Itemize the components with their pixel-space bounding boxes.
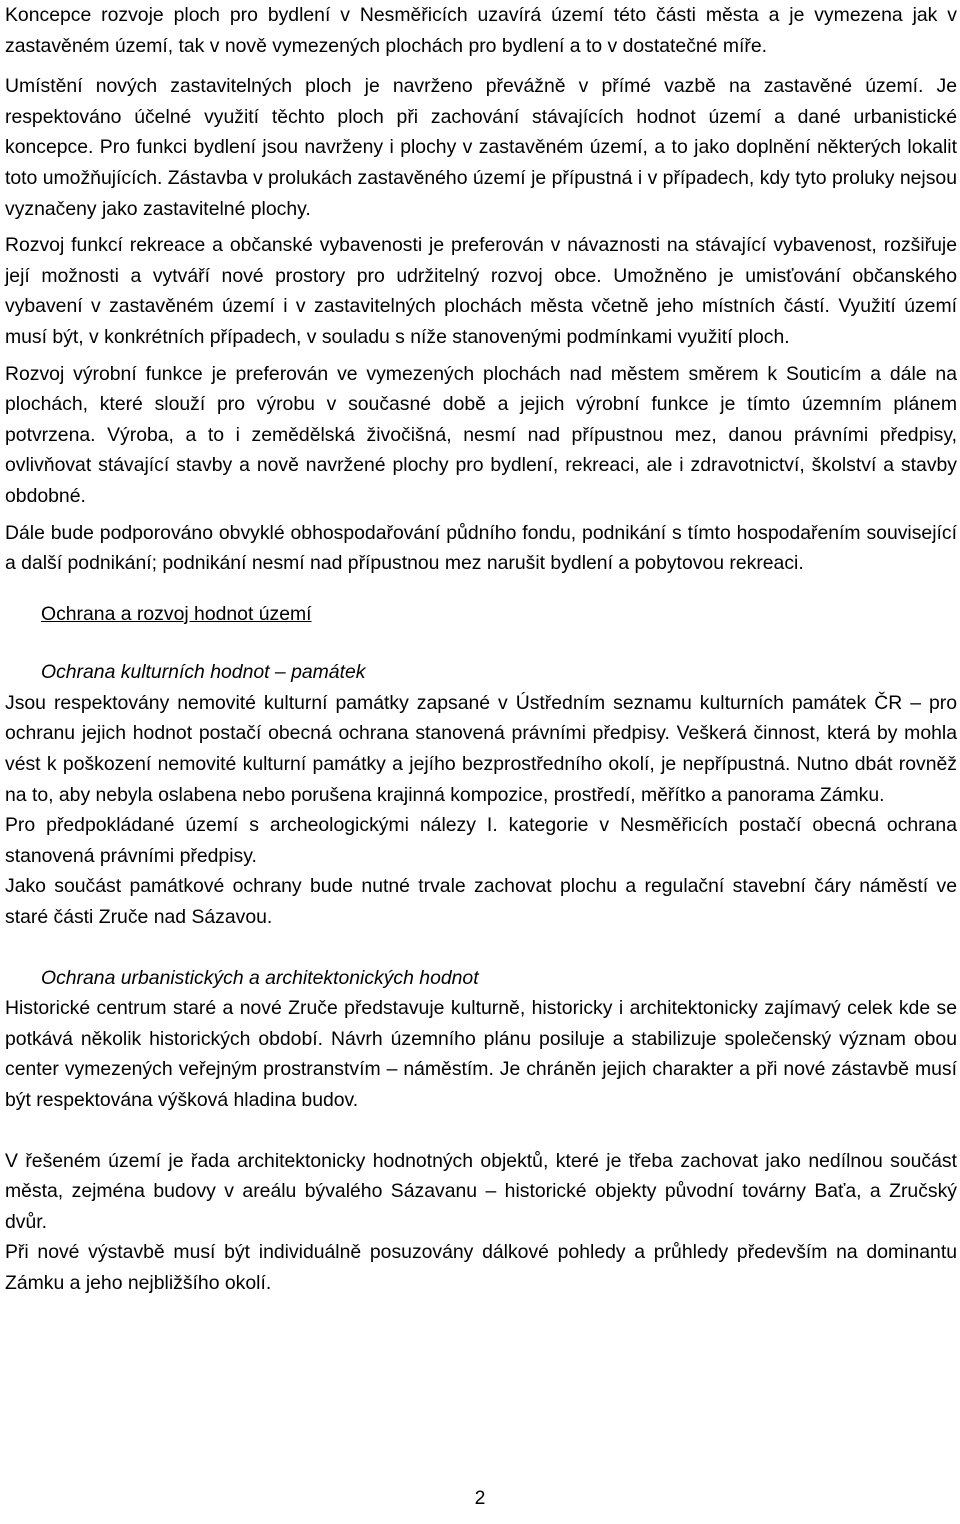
paragraph-new-areas: Umístění nových zastavitelných ploch je navrženo převážně v přímé vazbě na zastavěné území. Je respektováno účelné využití těchto ploch při zachování stávajících hodnot území a dané urbanistické koncepce. Pro funkci bydlení jsou navrženy i plochy v zastavěném území, a to jako doplnění některých lokalit toto umožňujících. Zástavba v prolukách zastavěného území je přípustná i v případech, kdy tyto proluky nejsou vyznačeny jako zastavitelné plochy. xyxy=(5,75,957,220)
paragraph-production: Rozvoj výrobní funkce je preferován ve vymezených plochách nad městem směrem k Souticím a dále na plochách, které slouží pro výrobu v současné době a jejich výrobní funkce je tímto územním plánem potvrzena. Výroba, a to i zemědělská živočišná, nesmí nad přípustnou mez, danou právními předpisy, ovlivňovat stávající stavby a nově navržené plochy pro bydlení, rekreaci, ale i zdravotnictví, školství a stavby obdobné. xyxy=(5,362,957,507)
page-number: 2 xyxy=(474,1487,486,1509)
subsection-heading-culture: Ochrana kulturních hodnot – památek xyxy=(41,661,366,684)
paragraph-valuable-objects: V řešeném území je řada architektonicky hodnotných objektů, které je třeba zachovat jako nedílnou součást města, zejména budovy v areálu bývalého Sázavanu – historické objekty původní továrny Baťa, a Zručský dvůr. xyxy=(5,1149,957,1233)
section-heading: Ochrana a rozvoj hodnot území xyxy=(41,602,312,625)
paragraph-recreation: Rozvoj funkcí rekreace a občanské vybavenosti je preferován v návaznosti na stávající vybavenost, rozšiřuje její možnosti a vytváří nové prostory pro udržitelný rozvoj obce. Umožněno je umisťování občanského vybavení v zastavěném území i v zastavitelných plochách města včetně jeho místních částí. Využití území musí být, v konkrétních případech, v souladu s níže stanovenými podmínkami využití ploch. xyxy=(5,234,957,348)
paragraph-monuments: Jsou respektovány nemovité kulturní památky zapsané v Ústředním seznamu kulturních památek ČR – pro ochranu jejich hodnot postačí obecná ochrana stanovená právními předpisy. Veškerá činnost, která by mohla vést k poškození nemovité kulturní památky a jejího bezprostředního okolí, je nepřípustná. Nutno dbát rovněž na to, aby nebyla oslabena nebo porušena krajinná kompozice, prostředí, měřítko a panorama Zámku. xyxy=(5,691,957,806)
paragraph-views: Při nové výstavbě musí být individuálně posuzovány dálkové pohledy a průhledy především na dominantu Zámku a jeho nejbližšího okolí. xyxy=(5,1241,957,1294)
paragraph-archaeology: Pro předpokládané území s archeologickými nálezy I. kategorie v Nesměřicích postačí obecná ochrana stanovená právními předpisy. xyxy=(5,814,957,867)
paragraph-agriculture: Dále bude podporováno obvyklé obhospodařování půdního fondu, podnikání s tímto hospodařením související a další podnikání; podnikání nesmí nad přípustnou mez narušit bydlení a pobytovou rekreaci. xyxy=(5,521,957,575)
paragraph-historic-centre: Historické centrum staré a nové Zruče představuje kulturně, historicky i architektonicky zajímavý celek kde se potkává několik historických období. Návrh územního plánu posiluje a stabilizuje společenský význam obou center vymezených veřejným prostranstvím – náměstím. Je chráněn jejich charakter a při nové zástavbě musí být respektována výšková hladina budov. xyxy=(5,997,957,1111)
document-page xyxy=(5,0,957,1299)
paragraph-housing-concept: Koncepce rozvoje ploch pro bydlení v Nesměřicích uzavírá území této části města a je vymezena jak v zastavěném území, tak v nově vymezených plochách pro bydlení a to v dostatečné míře. xyxy=(5,4,957,57)
paragraph-square: Jako součást památkové ochrany bude nutné trvale zachovat plochu a regulační stavební čáry náměstí ve staré části Zruče nad Sázavou. xyxy=(5,875,957,929)
subsection-heading-urban: Ochrana urbanistických a architektonických hodnot xyxy=(41,966,479,989)
